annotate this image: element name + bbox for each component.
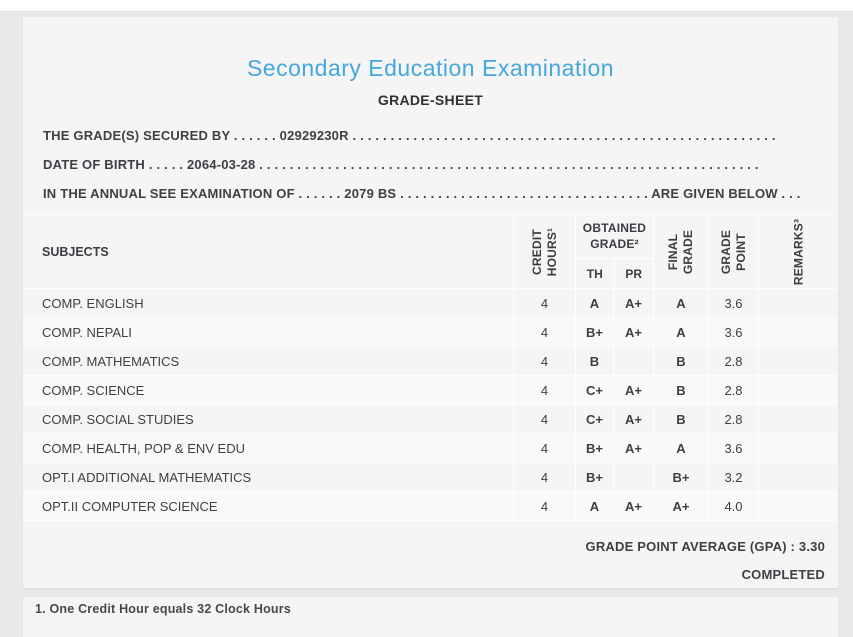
remarks-column-header: [758, 215, 838, 288]
grade-point-cell: 2.8: [708, 376, 758, 404]
grade-point-cell: 3.6: [708, 289, 758, 317]
credit-cell: 4: [513, 405, 575, 433]
info-line-exam-year: [43, 179, 818, 208]
table-row: [23, 289, 838, 318]
final-grade-cell: A: [653, 434, 708, 462]
subject-cell: COMP. NEPALI: [42, 324, 132, 340]
pr-grade-cell: A+: [613, 492, 653, 520]
table-row: [23, 434, 838, 463]
remarks-cell: [758, 376, 838, 404]
table-row: [23, 318, 838, 347]
final-grade-cell: B: [653, 376, 708, 404]
table-row: [23, 463, 838, 492]
th-grade-cell: C+: [575, 376, 613, 404]
final-grade-cell: A: [653, 289, 708, 317]
remarks-cell: [758, 405, 838, 433]
credit-header-line2: HOURS¹: [544, 227, 559, 276]
gpa-line: GRADE POINT AVERAGE (GPA) : 3.30: [585, 539, 825, 554]
page-title: Secondary Education Examination: [246, 55, 615, 81]
th-subheader: TH: [586, 266, 603, 281]
pr-grade-cell: A+: [613, 289, 653, 317]
table-row: [23, 405, 838, 434]
dotted-fill: . . . . . .: [294, 186, 345, 201]
page-top-strip: [0, 0, 853, 12]
subject-cell: COMP. ENGLISH: [42, 295, 144, 311]
subject-cell: OPT.I ADDITIONAL MATHEMATICS: [42, 469, 252, 485]
th-pr-subheader-row: [576, 258, 653, 288]
exam-year-value: 2079 BS: [344, 186, 397, 201]
date-of-birth-value: 2064-03-28: [186, 157, 256, 172]
summary-block: [23, 533, 838, 588]
credit-cell: 4: [513, 318, 575, 346]
pr-grade-cell: [613, 463, 653, 491]
obtained-header-line1: OBTAINED: [582, 221, 647, 236]
credit-cell: 4: [513, 463, 575, 491]
info-label: IN THE ANNUAL SEE EXAMINATION OF: [43, 186, 295, 201]
credit-cell: 4: [513, 492, 575, 520]
subject-cell: COMP. HEALTH, POP & ENV EDU: [42, 440, 245, 456]
obtained-grade-label: [576, 215, 653, 258]
final-grade-column-header: [653, 215, 708, 288]
remarks-cell: [758, 289, 838, 317]
credit-header-line1: CREDIT: [529, 228, 544, 275]
point-header-line1: GRADE: [718, 229, 733, 274]
th-grade-cell: B+: [575, 463, 613, 491]
dotted-fill: . . . . . . . . . . . . . . . . . . . . . . . . . . . . . . . . . . . . . . . . . . . . . . . . . . . . . . . . . . . . . . . . . .: [255, 157, 759, 172]
obtained-header-line2: GRADE²: [590, 236, 639, 251]
subjects-header-label: SUBJECTS: [42, 244, 109, 259]
dotted-fill: . . . . . .: [230, 128, 280, 143]
remarks-cell: [758, 434, 838, 462]
dotted-fill: . . . . . . . . . . . . . . . . . . . . . . . . . . . . . . . . .: [396, 186, 652, 201]
table-row: [23, 347, 838, 376]
table-row: [23, 376, 838, 405]
subjects-column-header: [23, 215, 513, 288]
th-grade-cell: B: [575, 347, 613, 375]
th-grade-cell: B+: [575, 318, 613, 346]
pr-grade-cell: [613, 347, 653, 375]
final-header-line1: FINAL: [666, 233, 680, 270]
dotted-fill: . . . . .: [145, 157, 187, 172]
final-grade-cell: A+: [653, 492, 708, 520]
subject-cell: COMP. MATHEMATICS: [42, 353, 180, 369]
info-suffix: ARE GIVEN BELOW . . .: [651, 186, 801, 201]
th-grade-cell: A: [575, 289, 613, 317]
remarks-cell: [758, 318, 838, 346]
table-row: [23, 492, 838, 521]
grade-point-column-header: [708, 215, 758, 288]
grades-table-header: [23, 215, 838, 289]
credit-cell: 4: [513, 376, 575, 404]
info-label: DATE OF BIRTH: [43, 157, 146, 172]
footnotes-card: [23, 597, 838, 637]
grade-point-cell: 4.0: [708, 492, 758, 520]
grade-sheet-card: [23, 17, 838, 588]
remarks-cell: [758, 492, 838, 520]
final-grade-cell: A: [653, 318, 708, 346]
grade-point-cell: 2.8: [708, 347, 758, 375]
status-line: COMPLETED: [741, 567, 825, 582]
pr-grade-cell: A+: [613, 318, 653, 346]
credit-hours-rotated-label: [530, 227, 560, 276]
credit-cell: 4: [513, 289, 575, 317]
credit-cell: 4: [513, 347, 575, 375]
credit-cell: 4: [513, 434, 575, 462]
grades-table: [23, 214, 838, 521]
final-grade-rotated-label: [666, 229, 696, 273]
grade-point-cell: 2.8: [708, 405, 758, 433]
page-subtitle: GRADE-SHEET: [377, 92, 484, 108]
remarks-cell: [758, 347, 838, 375]
final-grade-cell: B: [653, 347, 708, 375]
symbol-number-value: 02929230R: [279, 128, 349, 143]
pr-grade-cell: A+: [613, 434, 653, 462]
info-label: THE GRADE(S) SECURED BY: [43, 128, 231, 143]
grade-point-cell: 3.2: [708, 463, 758, 491]
grade-point-cell: 3.6: [708, 318, 758, 346]
final-header-line2: GRADE: [681, 229, 695, 274]
point-header-line2: POINT: [733, 232, 748, 271]
obtained-grade-column-header: [575, 215, 653, 288]
grade-point-rotated-label: [719, 229, 749, 273]
subject-cell: OPT.II COMPUTER SCIENCE: [42, 498, 218, 514]
credit-hours-column-header: [513, 215, 575, 288]
remarks-rotated-label: [791, 218, 806, 284]
pr-grade-cell: A+: [613, 376, 653, 404]
final-grade-cell: B: [653, 405, 708, 433]
grade-point-cell: 3.6: [708, 434, 758, 462]
remarks-header-line1: REMARKS³: [791, 218, 805, 285]
final-grade-cell: B+: [653, 463, 708, 491]
pr-grade-cell: A+: [613, 405, 653, 433]
dotted-fill: . . . . . . . . . . . . . . . . . . . . . . . . . . . . . . . . . . . . . . . . . . . . . . . . . . . . . . . .: [348, 128, 776, 143]
info-line-symbol-number: [43, 121, 818, 150]
candidate-info-block: [23, 121, 838, 208]
pr-subheader: PR: [614, 259, 654, 288]
subject-cell: COMP. SOCIAL STUDIES: [42, 411, 194, 427]
info-line-date-of-birth: [43, 150, 818, 179]
th-grade-cell: A: [575, 492, 613, 520]
subject-cell: COMP. SCIENCE: [42, 382, 145, 398]
remarks-cell: [758, 463, 838, 491]
footnote-credit-hour: 1. One Credit Hour equals 32 Clock Hours: [35, 602, 291, 616]
th-grade-cell: B+: [575, 434, 613, 462]
th-grade-cell: C+: [575, 405, 613, 433]
